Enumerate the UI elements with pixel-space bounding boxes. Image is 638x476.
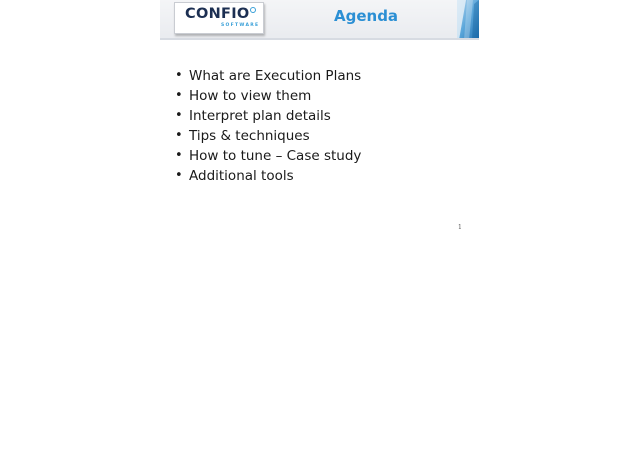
logo-name: CONFIO: [185, 6, 250, 22]
bullet-icon: •: [175, 68, 183, 83]
agenda-item: [174, 146, 361, 166]
agenda-item: [174, 126, 361, 146]
agenda-item-text: How to tune – Case study: [189, 148, 362, 164]
corner-decoration-icon: [457, 0, 479, 40]
bullet-icon: •: [175, 128, 183, 143]
logo-tagline: SOFTWARE: [221, 23, 260, 28]
slide: [160, 0, 479, 240]
header-divider: [160, 38, 479, 40]
agenda-list: [174, 66, 361, 186]
agenda-item: [174, 106, 361, 126]
agenda-item: [174, 66, 361, 86]
bullet-icon: •: [175, 148, 183, 163]
slide-title: Agenda: [334, 7, 399, 25]
bullet-icon: •: [175, 108, 183, 123]
agenda-item-text: Tips & techniques: [189, 128, 310, 144]
confio-logo: [174, 2, 264, 34]
agenda-item-text: Additional tools: [189, 168, 294, 184]
page-number: 1: [458, 224, 462, 231]
bullet-icon: •: [175, 168, 183, 183]
agenda-item-text: How to view them: [189, 88, 312, 104]
bullet-icon: •: [175, 88, 183, 103]
agenda-item-text: Interpret plan details: [189, 108, 331, 124]
agenda-item-text: What are Execution Plans: [189, 68, 362, 84]
logo-mark-icon: [250, 7, 256, 13]
agenda-item: [174, 86, 361, 106]
slide-header: [160, 0, 479, 40]
agenda-item: [174, 166, 361, 186]
